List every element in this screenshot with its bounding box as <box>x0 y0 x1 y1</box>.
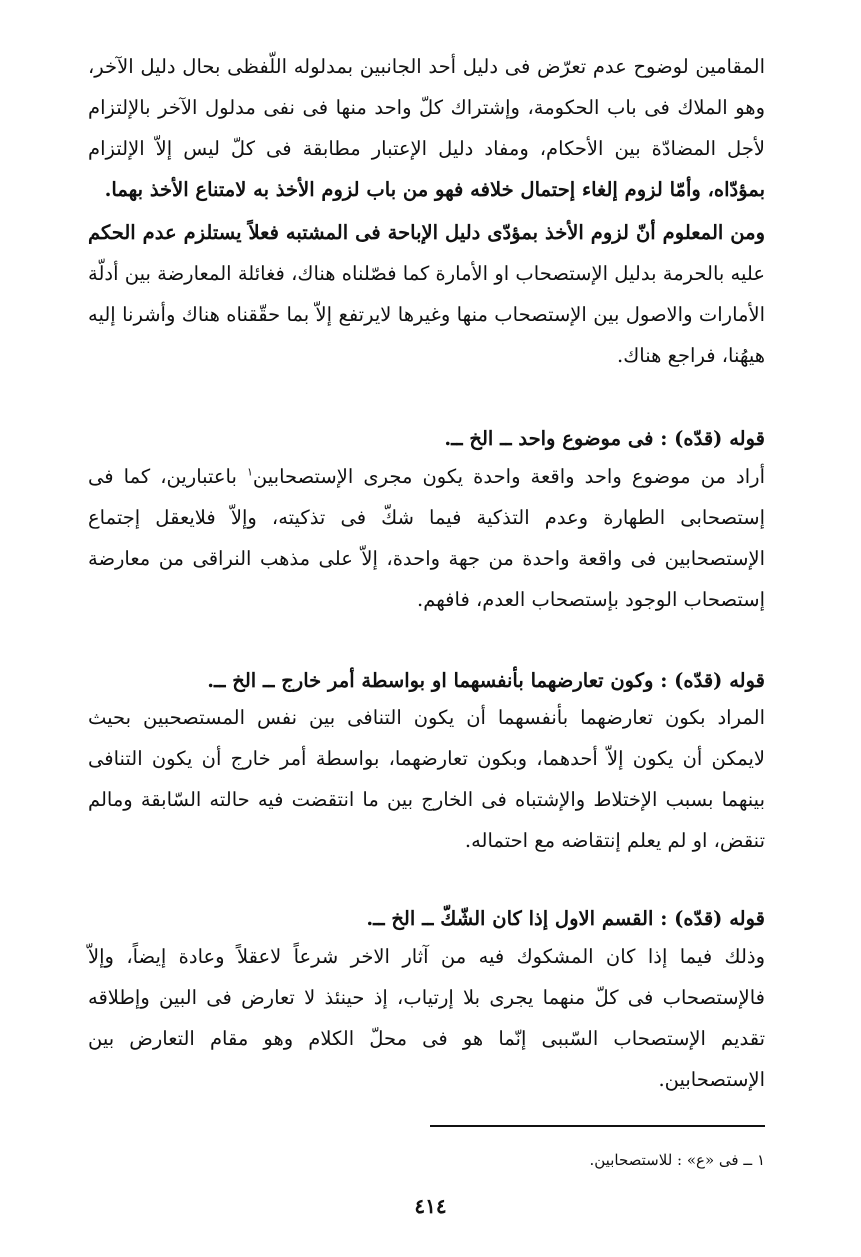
section-heading-1: قوله (قدّه) : فى موضوع واحد ــ الخ ــ. <box>444 427 765 450</box>
section-heading-2: قوله (قدّه) : وكون تعارضهما بأنفسهما او بواسطة أمر خارج ــ الخ ــ. <box>207 669 765 692</box>
section-body-2: المراد بكون تعارضهما بأنفسهما أن يكون التنافى بين نفس المستصحبين بحيث لايمكن أن يكون إلاّ أحدهما، وبكون تعارضهما، بواسطة أمر خارج أن يكون التنافى بينهما بسبب الإختلاط والإشتباه فى الخارج بين ما انتقضت فيه حالته السّابقة ومالم تنقض، او لم يعلم إنتقاضه مع احتماله. <box>88 706 765 852</box>
section-body-1-end: باعتبارين، كما فى إستصحابى الطهارة وعدم التذكية فيما شكّ فى تذكيته، وإلاّ فلايعقل إجتماع الإستصحابين فى واقعة واحدة من جهة واحدة، إلاّ على مذهب النراقى من معارضة إستصحاب الوجود بإستصحاب العدم، فافهم. <box>88 465 765 611</box>
section-body-1 <box>88 456 765 620</box>
intro-bold-text: بمؤدّاه، وأمّا لزوم إلغاء إحتمال خلافه فهو من باب لزوم الأخذ به لامتناع الأخذ بهما. <box>104 178 765 201</box>
intro-text: المقامين لوضوح عدم تعرّض فى دليل أحد الجانبين بمدلوله اللّفظى بحال دليل الآخر، وهو الملاك فى باب الحكومة، وإشتراك كلّ واحد منها فى نفى مدلول الآخر بالإلتزام لأجل المضادّة بين الأحكام، ومفاد دليل الإعتبار مطابقة فى كلّ ليس إلاّ الإلتزام <box>88 55 765 160</box>
section-body-3: وذلك فيما إذا كان المشكوك فيه من آثار الاخر شرعاً لاعقلاً وعادة إيضاً، وإلاّ فالإستصحاب فى كلّ منهما يجرى بلا إرتياب، إذ حينئذ لا تعارض فى البين وإطلاقه تقديم الإستصحاب السّببى إنّما هو فى محلّ الكلام وهو مقام التعارض بين الإستصحابين. <box>88 945 765 1091</box>
second-paragraph <box>88 212 765 376</box>
footnote-marker: ١ <box>247 465 253 479</box>
section-heading-3: قوله (قدّه) : القسم الاول إذا كان الشّكّ ــ الخ ــ. <box>366 907 765 930</box>
section-body-1-start: أراد من موضوع واحد واقعة واحدة يكون مجرى الإستصحابين <box>252 465 765 488</box>
footnote: ١ ــ فى «ع» : للاستصحابين. <box>589 1151 765 1169</box>
intro-paragraph <box>88 46 765 210</box>
second-paragraph-bold: ومن المعلوم أنّ لزوم الأخذ بمؤدّى دليل الإباحة فى المشتبه فعلاً يستلزم عدم الحكم <box>88 221 765 244</box>
page-number: ٤١٤ <box>414 1194 447 1218</box>
footnote-divider <box>430 1125 765 1127</box>
second-paragraph-text: عليه بالحرمة بدليل الإستصحاب او الأمارة كما فصّلناه هناك، فغائلة المعارضة بين أدلّة الأمارات والاصول بين الإستصحاب منها وغيرها لايرتفع إلاّ بما حقّقناه هناك وأشرنا إليه هيهُنا، فراجع هناك. <box>88 262 765 367</box>
